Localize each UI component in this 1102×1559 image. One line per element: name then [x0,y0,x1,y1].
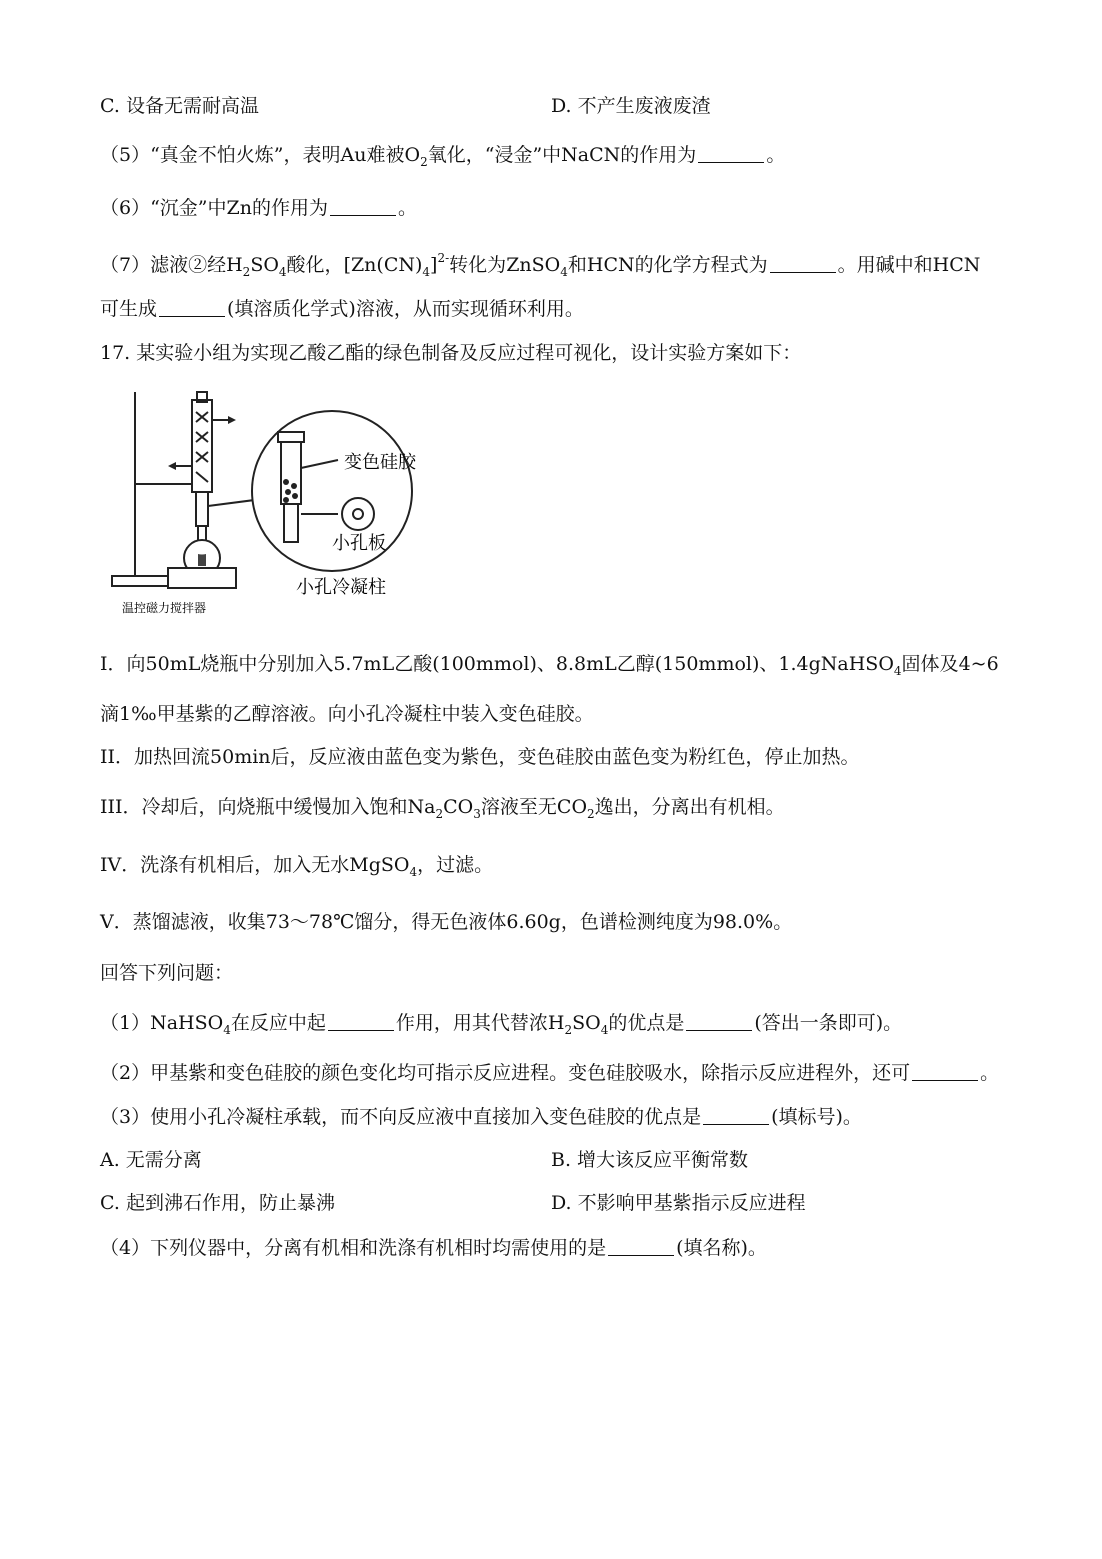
label-magnetic-stirrer: 温控磁力搅拌器 [122,601,207,615]
q16-option-c: C. 设备无需耐高温 [100,95,259,117]
answer-blank[interactable] [770,254,836,273]
answer-blank[interactable] [608,1237,674,1256]
q17-step-3: III．冷却后，向烧瓶中缓慢加入饱和$Na_2CO_3$溶液至无$CO_2$逸出，分离出有机相。 [100,796,785,821]
answer-blank[interactable] [686,1012,752,1031]
label-perforated-plate: 小孔板 [332,533,386,554]
answer-blank[interactable] [703,1106,769,1125]
q17-q3-option-d: D. 不影响甲基紫指示反应进程 [551,1192,806,1214]
q17-step-5: V．蒸馏滤液，收集73～78℃馏分，得无色液体6.60g，色谱检测纯度为98.0%。 [100,911,793,933]
label-perforated-condenser: 小孔冷凝柱 [296,577,386,598]
q16-part6: （6）“沉金”中Zn的作用为 。 [100,197,417,219]
q17-q3-option-a: A. 无需分离 [100,1149,202,1171]
q17-step-4: IV．洗涤有机相后，加入无水MgSO$_4$，过滤。 [100,854,494,879]
q16-option-d: D. 不产生废液废渣 [551,95,711,117]
q17-question-2: （2）甲基紫和变色硅胶的颜色变化均可指示反应进程。变色硅胶吸水，除指示反应进程外，还可 。 [100,1062,1000,1084]
q17-step-2: II．加热回流50min后，反应液由蓝色变为紫色，变色硅胶由蓝色变为粉红色，停止加热。 [100,746,860,768]
q17-intro: 17. 某实验小组为实现乙酸乙酯的绿色制备及反应过程可视化，设计实验方案如下： [100,342,802,364]
q17-question-3: （3）使用小孔冷凝柱承载，而不向反应液中直接加入变色硅胶的优点是 (填标号)。 [100,1106,862,1128]
q16-part5: （5）“真金不怕火炼”，表明Au难被$O_2$氧化，“浸金”中NaCN的作用为 。 [100,144,786,169]
q17-q3-option-b: B. 增大该反应平衡常数 [551,1149,749,1171]
answer-blank[interactable] [330,197,396,216]
apparatus-figure [100,386,440,618]
q17-q3-option-c: C. 起到沸石作用，防止暴沸 [100,1192,335,1214]
q17-question-1: （1）NaHSO$_4$在反应中起 作用，用其代替浓$H_2SO_4$的优点是 (答出一条即可)。 [100,1012,903,1037]
answer-blank[interactable] [328,1012,394,1031]
label-color-silica-gel: 变色硅胶 [344,452,416,473]
q16-part7-line2: 可生成 (填溶质化学式)溶液，从而实现循环利用。 [100,298,584,320]
answer-blank[interactable] [698,144,764,163]
answer-blank[interactable] [159,298,225,317]
q17-question-4: （4）下列仪器中，分离有机相和洗涤有机相时均需使用的是 (填名称)。 [100,1237,767,1259]
answer-intro: 回答下列问题： [100,962,234,984]
q17-step-1-line1: I．向50mL烧瓶中分别加入5.7mL乙酸(100mmol)、8.8mL乙醇(150mmol)、1.4gNaHSO$_4$固体及4~6 [100,653,999,678]
q17-step-1-line2: 滴1‰甲基紫的乙醇溶液。向小孔冷凝柱中装入变色硅胶。 [100,703,594,725]
q16-part7-line1: （7）滤液②经$H_2SO_4$酸化，$[Zn(CN)_4]^{2-}$转化为ZnSO$_4$和HCN的化学方程式为 。用碱中和HCN [100,251,981,279]
answer-blank[interactable] [912,1062,978,1081]
